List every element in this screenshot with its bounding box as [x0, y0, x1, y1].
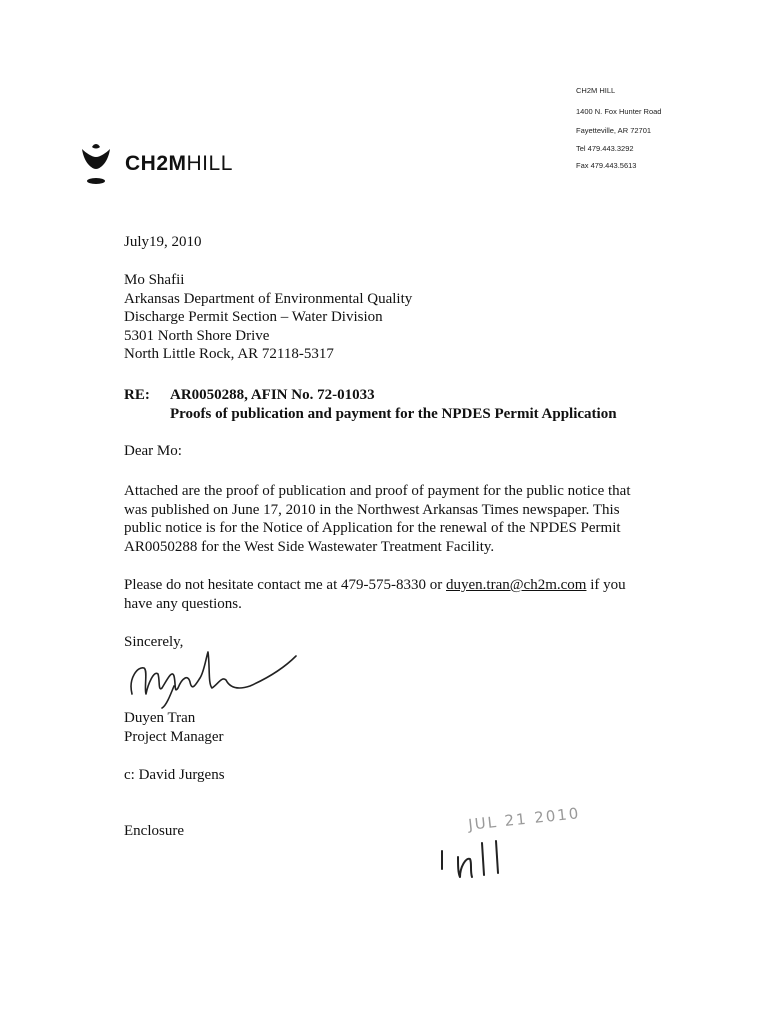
recipient-street: 5301 North Shore Drive: [124, 327, 270, 344]
recipient-org: Arkansas Department of Environmental Quality: [124, 290, 413, 307]
paragraph-2-before: Please do not hesitate contact me at 479-575-8330 or: [124, 577, 446, 593]
recipient-name: Mo Shafii: [124, 272, 185, 288]
email-link[interactable]: duyen.tran@ch2m.com: [446, 577, 587, 593]
handwritten-initials-image: [438, 835, 518, 885]
paragraph-2-line2: have any questions.: [124, 595, 242, 612]
re-line2: Proofs of publication and payment for the NPDES Permit Application: [170, 406, 617, 422]
logo-text-light: HILL: [186, 152, 233, 175]
closing: Sincerely,: [124, 634, 184, 650]
re-line1: AR0050288, AFIN No. 72-01033: [170, 387, 375, 403]
paragraph-1-line: was published on June 17, 2010 in the Northwest Arkansas Times newspaper. This: [124, 501, 620, 518]
recipient-city: North Little Rock, AR 72118-5317: [124, 346, 334, 362]
paragraph-2: [124, 576, 626, 613]
letterhead-address-line2: Fayetteville, AR 72701: [576, 126, 652, 135]
letterhead-fax: Fax 479.443.5613: [576, 161, 637, 170]
received-stamp: JUL 21 2010: [467, 804, 582, 834]
salutation: Dear Mo:: [124, 443, 182, 459]
paragraph-1: [124, 482, 631, 556]
signature-image: [118, 648, 300, 710]
letter-date: July19, 2010: [124, 234, 202, 250]
company-logo-text: [125, 152, 233, 176]
letterhead-company: CH2M HILL: [576, 86, 616, 95]
paragraph-2-line1: [124, 576, 626, 595]
logo-text-bold: CH2M: [125, 152, 187, 175]
signer-title: Project Manager: [124, 729, 224, 745]
paragraph-2-after: if you: [586, 577, 626, 593]
letterhead-tel: Tel 479.443.3292: [576, 144, 634, 153]
paragraph-1-line: AR0050288 for the West Side Wastewater Treatment Facility.: [124, 538, 495, 555]
paragraph-1-line: Attached are the proof of publication and proof of payment for the public notice that: [124, 483, 631, 499]
enclosure-line: Enclosure: [124, 823, 184, 839]
re-label: RE:: [124, 387, 150, 403]
recipient-section: Discharge Permit Section – Water Division: [124, 309, 383, 325]
cc-line: c: David Jurgens: [124, 767, 225, 783]
signer-name: Duyen Tran: [124, 710, 196, 726]
company-logo-icon: [80, 143, 112, 189]
recipient-block: [124, 271, 412, 364]
letterhead-address-line1: 1400 N. Fox Hunter Road: [576, 107, 662, 116]
paragraph-1-line: public notice is for the Notice of Application for the renewal of the NPDES Permit: [124, 520, 621, 536]
